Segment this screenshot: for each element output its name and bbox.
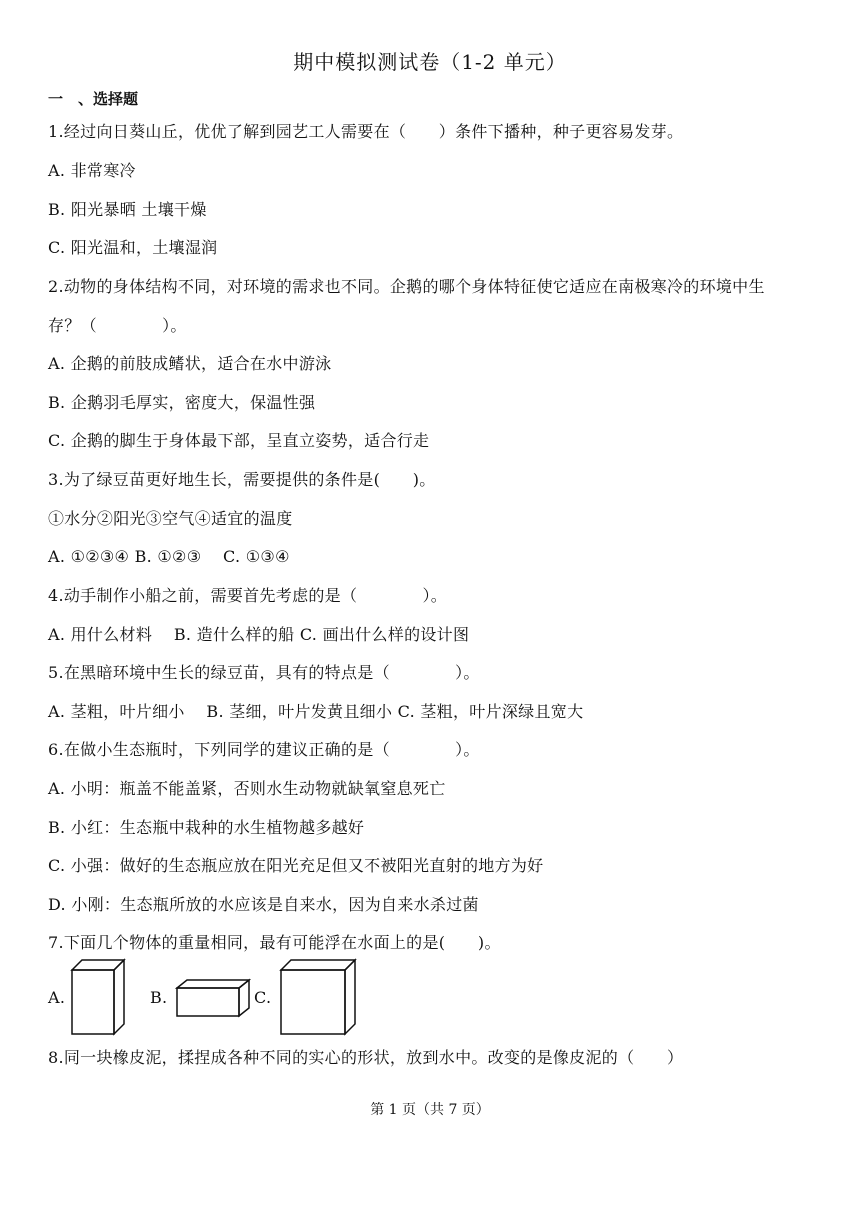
page-footer: 第 1 页（共 7 页） bbox=[370, 1102, 490, 1118]
q7-label-c: C. bbox=[254, 988, 272, 1007]
question-5: 5.在黑暗环境中生长的绿豆苗，具有的特点是（ ）。 bbox=[48, 663, 480, 682]
question-2-line-1: 2.动物的身体结构不同，对环境的需求也不同。企鹅的哪个身体特征使它适应在南极寒冷的环境中生 bbox=[48, 277, 765, 296]
section-heading: 一 、选择题 bbox=[48, 90, 139, 108]
question-2-line-2: 存？（ ）。 bbox=[48, 316, 187, 335]
q7-label-b: B. bbox=[150, 988, 168, 1007]
q2-option-b: B. 企鹅羽毛厚实，密度大，保温性强 bbox=[48, 393, 316, 412]
flat-box-figure-b bbox=[175, 978, 251, 1018]
q6-option-d: D. 小刚：生态瓶所放的水应该是自来水，因为自来水杀过菌 bbox=[48, 895, 479, 914]
q6-option-c: C. 小强：做好的生态瓶应放在阳光充足但又不被阳光直射的地方为好 bbox=[48, 856, 544, 875]
large-box-figure-c bbox=[279, 958, 357, 1036]
q2-option-c: C. 企鹅的脚生于身体最下部，呈直立姿势，适合行走 bbox=[48, 431, 430, 450]
q3-options: A. ①②③④ B. ①②③ C. ①③④ bbox=[48, 547, 290, 566]
q6-option-a: A. 小明：瓶盖不能盖紧，否则水生动物就缺氧窒息死亡 bbox=[48, 779, 446, 798]
question-4: 4.动手制作小船之前，需要首先考虑的是（ ）。 bbox=[48, 586, 448, 605]
question-7: 7.下面几个物体的重量相同，最有可能浮在水面上的是( )。 bbox=[48, 933, 501, 952]
q1-option-c: C. 阳光温和，土壤湿润 bbox=[48, 238, 218, 257]
q7-label-a: A. bbox=[48, 988, 66, 1007]
tall-box-figure-a bbox=[70, 958, 128, 1036]
q1-option-a: A. 非常寒冷 bbox=[48, 161, 136, 180]
q3-conditions: ①水分②阳光③空气④适宜的温度 bbox=[48, 509, 293, 528]
page-title: 期中模拟测试卷（1-2 单元） bbox=[293, 50, 567, 74]
q5-options: A. 茎粗，叶片细小 B. 茎细，叶片发黄且细小 C. 茎粗，叶片深绿且宽大 bbox=[48, 702, 584, 721]
question-6: 6.在做小生态瓶时，下列同学的建议正确的是（ ）。 bbox=[48, 740, 480, 759]
q4-options: A. 用什么材料 B. 造什么样的船 C. 画出什么样的设计图 bbox=[48, 625, 470, 644]
question-3: 3.为了绿豆苗更好地生长，需要提供的条件是( )。 bbox=[48, 470, 436, 489]
question-8: 8.同一块橡皮泥，揉捏成各种不同的实心的形状，放到水中。改变的是像皮泥的（ ） bbox=[48, 1048, 684, 1067]
q2-option-a: A. 企鹅的前肢成鳍状，适合在水中游泳 bbox=[48, 354, 332, 373]
q6-option-b: B. 小红：生态瓶中栽种的水生植物越多越好 bbox=[48, 818, 365, 837]
q1-option-b: B. 阳光暴晒 土壤干燥 bbox=[48, 200, 207, 219]
question-1: 1.经过向日葵山丘，优优了解到园艺工人需要在（ ）条件下播种，种子更容易发芽。 bbox=[48, 122, 684, 141]
